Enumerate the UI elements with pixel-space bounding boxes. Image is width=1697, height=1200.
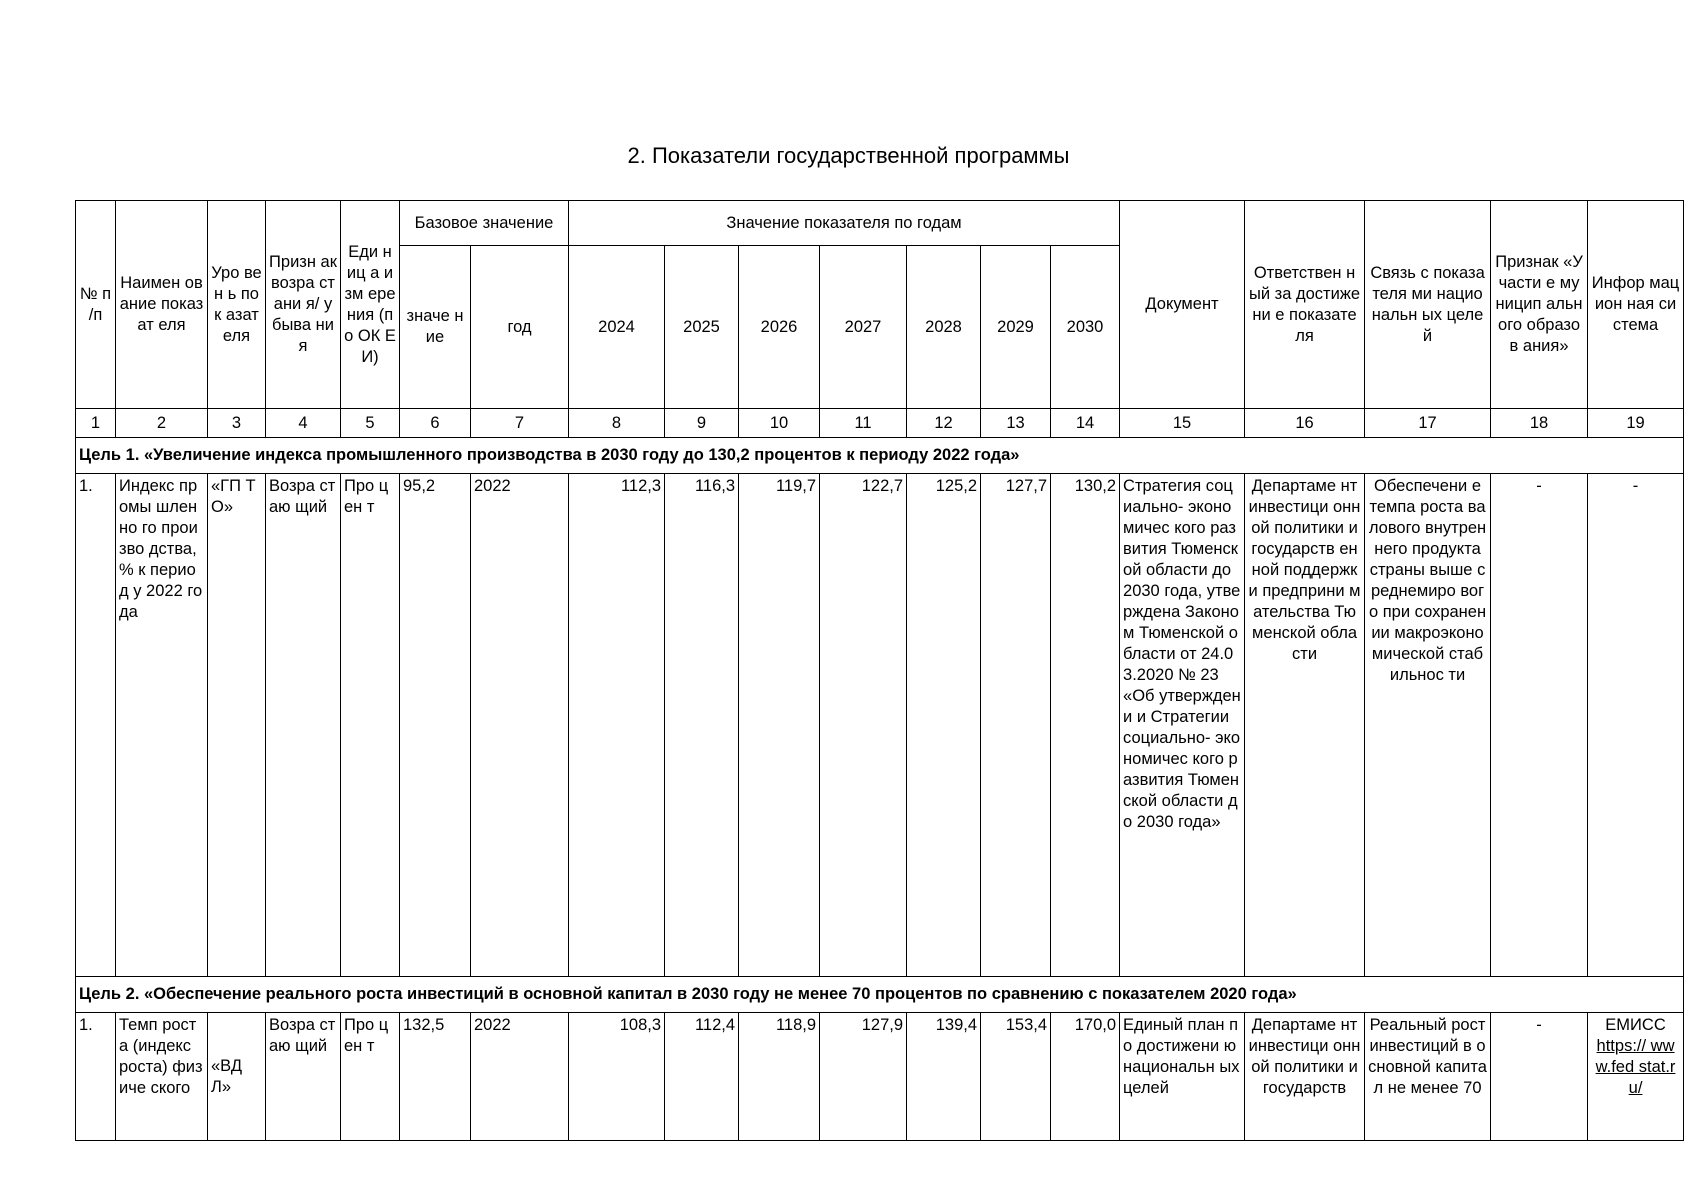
col-number: 15 xyxy=(1120,409,1245,438)
page-title: 2. Показатели государственной программы xyxy=(627,143,1070,168)
col-number: 17 xyxy=(1365,409,1491,438)
col-number: 1 xyxy=(76,409,116,438)
col-number: 4 xyxy=(266,409,341,438)
header-unit: Еди ниц а изм ере ния (по ОК ЕИ) xyxy=(341,201,400,409)
header-trend: Призн ак возра стани я/ убыва ния xyxy=(266,201,341,409)
table-row xyxy=(76,1013,1684,1141)
header-municipal: Признак «Участи е муницип ального образов ания» xyxy=(1491,201,1588,409)
header-row-1 xyxy=(76,201,1684,246)
header-year-2025: 2025 xyxy=(665,246,739,409)
infosystem-link[interactable]: https:// www.fed stat.ru/ xyxy=(1595,1037,1676,1097)
header-years-group: Значение показателя по годам xyxy=(569,201,1120,246)
table-row xyxy=(76,474,1684,977)
infosystem-cell xyxy=(1588,1013,1684,1141)
value-2029: 127,7 xyxy=(981,474,1051,977)
national-goal-link-cell: Обеспечени е темпа роста валового внутреннего продукта страны выше среднемиро вого при сохранении макроэконо мической стабильнос ти xyxy=(1365,474,1491,977)
header-year-2028: 2028 xyxy=(907,246,981,409)
col-number: 7 xyxy=(471,409,569,438)
municipal-cell: - xyxy=(1491,474,1588,977)
value-2030: 130,2 xyxy=(1051,474,1120,977)
col-number: 11 xyxy=(820,409,907,438)
base-value: 95,2 xyxy=(400,474,471,977)
header-no: № п /п xyxy=(76,201,116,409)
goal-1-heading: Цель 1. «Увеличение индекса промышленного производства в 2030 году до 130,2 процентов к периоду 2022 года» xyxy=(76,438,1684,474)
document-cell: Единый план по достижени ю национальн ых целей xyxy=(1120,1013,1245,1141)
col-number: 5 xyxy=(341,409,400,438)
header-base-group: Базовое значение xyxy=(400,201,569,246)
header-document: Документ xyxy=(1120,201,1245,409)
infosystem-cell: - xyxy=(1588,474,1684,977)
base-year: 2022 xyxy=(471,1013,569,1141)
indicator-trend: Возра стаю щий xyxy=(266,1013,341,1141)
infosystem-name: ЕМИСС xyxy=(1605,1016,1666,1034)
col-number: 19 xyxy=(1588,409,1684,438)
goal-2-row xyxy=(76,977,1684,1013)
goal-2-heading: Цель 2. «Обеспечение реального роста инвестиций в основной капитал в 2030 году не менее 70 процентов по сравнению с показателем 2020 года» xyxy=(76,977,1684,1013)
header-year-2027: 2027 xyxy=(820,246,907,409)
header-name: Наимен ование показат еля xyxy=(116,201,208,409)
goal-1-row xyxy=(76,438,1684,474)
col-number: 10 xyxy=(739,409,820,438)
header-year-2029: 2029 xyxy=(981,246,1051,409)
row-number: 1. xyxy=(76,474,116,977)
col-number: 3 xyxy=(208,409,266,438)
col-number: 9 xyxy=(665,409,739,438)
value-2024: 108,3 xyxy=(569,1013,665,1141)
value-2028: 125,2 xyxy=(907,474,981,977)
indicator-unit: Про цен т xyxy=(341,474,400,977)
col-number: 12 xyxy=(907,409,981,438)
header-base-value: значе ние xyxy=(400,246,471,409)
value-2026: 119,7 xyxy=(739,474,820,977)
col-number: 13 xyxy=(981,409,1051,438)
header-level: Уро вен ь пок азат еля xyxy=(208,201,266,409)
value-2028: 139,4 xyxy=(907,1013,981,1141)
header-year-2024: 2024 xyxy=(569,246,665,409)
col-number: 8 xyxy=(569,409,665,438)
national-goal-link-cell: Реальный рост инвестиций в основной капитал не менее 70 xyxy=(1365,1013,1491,1141)
row-number: 1. xyxy=(76,1013,116,1141)
value-2029: 153,4 xyxy=(981,1013,1051,1141)
col-number: 18 xyxy=(1491,409,1588,438)
base-year: 2022 xyxy=(471,474,569,977)
responsible-cell: Департаме нт инвестици онной политики и государств xyxy=(1245,1013,1365,1141)
col-number: 16 xyxy=(1245,409,1365,438)
value-2026: 118,9 xyxy=(739,1013,820,1141)
document-cell: Стратегия социально- экономичес кого развития Тюменской области до 2030 года, утверждена Законом Тюменской области от 24.03.2020 № 23 «Об утверждени и Стратегии социально- экономичес кого развития Тюменской области до 2030 года» xyxy=(1120,474,1245,977)
value-2025: 112,4 xyxy=(665,1013,739,1141)
header-base-year: год xyxy=(471,246,569,409)
col-number: 6 xyxy=(400,409,471,438)
indicators-table xyxy=(75,200,1684,1141)
indicator-level: «ГП ТО» xyxy=(208,474,266,977)
municipal-cell: - xyxy=(1491,1013,1588,1141)
value-2027: 127,9 xyxy=(820,1013,907,1141)
header-infosystem: Инфор мацион ная система xyxy=(1588,201,1684,409)
header-year-2030: 2030 xyxy=(1051,246,1120,409)
header-responsible: Ответствен ный за достижени е показателя xyxy=(1245,201,1365,409)
responsible-cell: Департаме нт инвестици онной политики и государств енной поддержки предприни мательства Тюменской области xyxy=(1245,474,1365,977)
value-2024: 112,3 xyxy=(569,474,665,977)
header-link: Связь с показателя ми национальн ых целей xyxy=(1365,201,1491,409)
col-number: 14 xyxy=(1051,409,1120,438)
value-2030: 170,0 xyxy=(1051,1013,1120,1141)
indicator-unit: Про цен т xyxy=(341,1013,400,1141)
indicator-name: Темп роста (индекс роста) физиче ского xyxy=(116,1013,208,1141)
indicator-name: Индекс промы шленно го произво дства, % к период у 2022 года xyxy=(116,474,208,977)
column-number-row xyxy=(76,409,1684,438)
base-value: 132,5 xyxy=(400,1013,471,1141)
indicator-trend: Возра стаю щий xyxy=(266,474,341,977)
indicator-level: «ВД Л» xyxy=(208,1013,266,1141)
header-year-2026: 2026 xyxy=(739,246,820,409)
value-2025: 116,3 xyxy=(665,474,739,977)
col-number: 2 xyxy=(116,409,208,438)
value-2027: 122,7 xyxy=(820,474,907,977)
